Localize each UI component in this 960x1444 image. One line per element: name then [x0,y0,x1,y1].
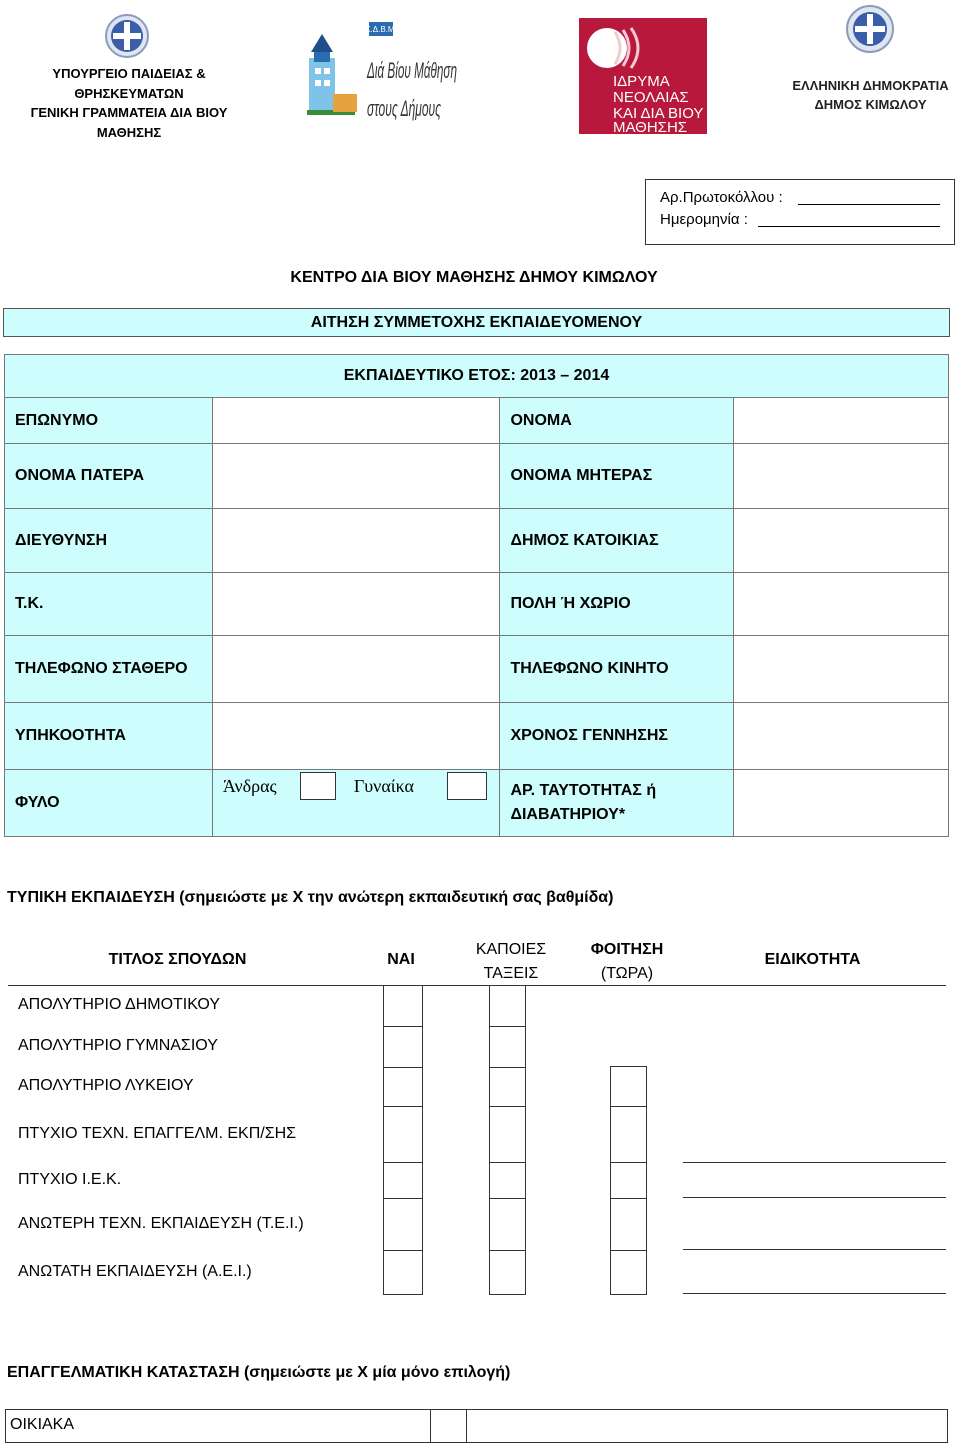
gender-label: ΦΥΛΟ [5,770,213,837]
id-number-label [500,770,734,837]
yes-checkbox-gymnasium[interactable] [383,1027,423,1067]
col-specialty-header: ΕΙΔΙΚΟΤΗΤΑ [764,951,861,968]
yes-checkbox-tei[interactable] [383,1199,423,1250]
specialty-field-technical[interactable] [683,1162,946,1163]
youth-line-2: ΝΕΟΛΑΙΑΣ [613,89,689,106]
ministry-line-3: ΓΕΝΙΚΗ ΓΡΑΜΜΑΤΕΙΑ ΔΙΑ ΒΙΟΥ [30,105,228,120]
col-some-line-2: ΤΑΞΕΙΣ [483,965,539,982]
col-yes-header: ΝΑΙ [387,951,415,968]
some-checkbox-aei[interactable] [489,1251,526,1295]
ministry-line-2: ΘΡΗΣΚΕΥΜΑΤΩΝ [74,85,184,101]
male-checkbox[interactable] [300,772,336,800]
specialty-field-iek[interactable] [683,1197,946,1198]
attending-checkbox-aei[interactable] [610,1251,647,1295]
protocol-number-field[interactable] [798,204,940,205]
yes-checkbox-technical[interactable] [383,1107,423,1162]
col-title-header: ΤΙΤΛΟΣ ΣΠΟΥΔΩΝ [108,951,247,968]
postcode-label: Τ.Κ. [5,573,213,636]
municipality-field[interactable] [734,509,949,573]
employment-option-household: ΟΙΚΙΑΚΑ [10,1416,75,1433]
edu-row-aei: ΑΝΩΤΑΤΗ ΕΚΠΑΙΔΕΥΣΗ (Α.Ε.Ι.) [18,1263,252,1280]
yes-checkbox-iek[interactable] [383,1163,423,1198]
personal-info-table [4,354,949,837]
name-field[interactable] [734,398,949,444]
education-heading: ΤΥΠΙΚΗ ΕΚΠΑΙΔΕΥΣΗ (σημειώστε με Χ την ανώτερη εκπαιδευτική σας βαθμίδα) [7,889,614,906]
male-label: Άνδρας [222,776,277,796]
employment-heading: ΕΠΑΓΓΕΛΜΑΤΙΚΗ ΚΑΤΑΣΤΑΣΗ (σημειώστε με Χ μία μόνο επιλογή) [7,1364,511,1381]
nationality-field[interactable] [212,703,500,770]
city-field[interactable] [734,573,949,636]
mother-name-label: ΟΝΟΜΑ ΜΗΤΕΡΑΣ [500,444,734,509]
name-label: ΟΝΟΜΑ [500,398,734,444]
some-checkbox-primary[interactable] [489,986,526,1026]
school-year: ΕΚΠΑΙΔΕΥΤΙΚΟ ΕΤΟΣ: 2013 – 2014 [5,355,949,398]
youth-line-3: ΚΑΙ ΔΙΑ ΒΙΟΥ [613,105,704,122]
attending-checkbox-technical[interactable] [610,1107,647,1162]
lifelong-text-2: στους Δήμους [367,96,442,121]
ministry-line-4: ΜΑΘΗΣΗΣ [96,124,162,140]
ministry-line-1: ΥΠΟΥΡΓΕΙΟ ΠΑΙΔΕΙΑΣ & [52,66,206,81]
city-label: ΠΟΛΗ Ή ΧΩΡΙΟ [500,573,734,636]
female-label: Γυναίκα [353,776,414,796]
some-checkbox-tei[interactable] [489,1199,526,1250]
greek-emblem-icon-left [104,13,150,59]
employment-checkbox-household[interactable] [431,1410,466,1443]
edu-row-iek: ΠΤΥΧΙΟ Ι.Ε.Κ. [18,1171,122,1188]
attending-checkbox-iek[interactable] [610,1163,647,1198]
edu-row-gymnasium: ΑΠΟΛΥΤΗΡΙΟ ΓΥΜΝΑΣΙΟΥ [18,1037,218,1054]
father-name-label: ΟΝΟΜΑ ΠΑΤΕΡΑ [5,444,213,509]
yes-checkbox-lyceum[interactable] [383,1068,423,1106]
kdvm-badge-text: Κ.Δ.Β.Μ. [365,25,397,34]
municipality-label: ΔΗΜΟΣ ΚΑΤΟΙΚΙΑΣ [500,509,734,573]
yes-checkbox-primary[interactable] [383,986,423,1026]
some-checkbox-lyceum[interactable] [489,1068,526,1106]
lifelong-learning-logo [305,20,460,132]
some-checkbox-gymnasium[interactable] [489,1027,526,1067]
birth-year-field[interactable] [734,703,949,770]
col-some-line-1: ΚΑΠΟΙΕΣ [475,941,547,958]
birth-year-label: ΧΡΟΝΟΣ ΓΕΝΝΗΣΗΣ [500,703,734,770]
mobile-field[interactable] [734,636,949,703]
address-label: ΔΙΕΥΘΥΝΣΗ [5,509,213,573]
protocol-box [645,179,955,245]
gender-options [212,770,500,837]
postcode-field[interactable] [212,573,500,636]
address-field[interactable] [212,509,500,573]
nationality-label: ΥΠΗΚΟΟΤΗΤΑ [5,703,213,770]
lifelong-text-1: Διά Βίου Μάθηση [366,58,457,83]
col-attending-line-1: ΦΟΙΤΗΣΗ [590,941,664,958]
id-number-label-line-2: ΔΙΑΒΑΤΗΡΙΟΥ* [510,806,626,823]
protocol-date-label: Ημερομηνία : [660,211,748,228]
father-name-field[interactable] [212,444,500,509]
attending-checkbox-lyceum[interactable] [610,1067,647,1106]
education-header-divider [8,985,946,986]
col-attending-header [576,938,678,986]
some-checkbox-technical[interactable] [489,1107,526,1162]
youth-line-1: ΙΔΡΥΜΑ [613,73,670,90]
landline-label: ΤΗΛΕΦΩΝΟ ΣΤΑΘΕΡΟ [5,636,213,703]
specialty-field-tei[interactable] [683,1249,946,1250]
republic-header [783,76,958,114]
edu-row-primary: ΑΠΟΛΥΤΗΡΙΟ ΔΗΜΟΤΙΚΟΥ [18,996,221,1013]
surname-field[interactable] [212,398,500,444]
col-some-header [466,938,556,986]
republic-line-1: ΕΛΛΗΝΙΚΗ ΔΗΜΟΚΡΑΤΙΑ [792,78,949,93]
landline-field[interactable] [212,636,500,703]
id-number-field[interactable] [734,770,949,837]
employment-divider [466,1409,467,1443]
ministry-header [20,64,238,142]
some-checkbox-iek[interactable] [489,1163,526,1198]
edu-row-lyceum: ΑΠΟΛΥΤΗΡΙΟ ΛΥΚΕΙΟΥ [18,1077,194,1094]
col-attending-line-2: (ΤΩΡΑ) [600,965,654,982]
specialty-field-aei[interactable] [683,1293,946,1294]
youth-line-4: ΜΑΘΗΣΗΣ [613,119,688,136]
employment-table [5,1409,948,1443]
mobile-label: ΤΗΛΕΦΩΝΟ ΚΙΝΗΤΟ [500,636,734,703]
attending-checkbox-tei[interactable] [610,1199,647,1250]
center-title: ΚΕΝΤΡΟ ΔΙΑ ΒΙΟΥ ΜΑΘΗΣΗΣ ΔΗΜΟΥ ΚΙΜΩΛΟΥ [290,269,658,286]
greek-emblem-icon-right [845,4,895,54]
republic-line-2: ΔΗΜΟΣ ΚΙΜΩΛΟΥ [814,97,927,112]
female-checkbox[interactable] [447,772,487,800]
id-number-label-line-1: ΑΡ. ΤΑΥΤΟΤΗΤΑΣ ή [510,782,657,799]
surname-label: ΕΠΩΝΥΜΟ [5,398,213,444]
edu-row-technical: ΠΤΥΧΙΟ ΤΕΧΝ. ΕΠΑΓΓΕΛΜ. ΕΚΠ/ΣΗΣ [18,1125,297,1142]
edu-row-tei: ΑΝΩΤΕΡΗ ΤΕΧΝ. ΕΚΠΑΙΔΕΥΣΗ (Τ.Ε.Ι.) [18,1215,304,1232]
protocol-date-field[interactable] [758,226,940,227]
protocol-number-label: Αρ.Πρωτοκόλλου : [660,189,783,206]
mother-name-field[interactable] [734,444,949,509]
youth-foundation-logo [579,18,707,134]
yes-checkbox-aei[interactable] [383,1251,423,1295]
form-title: ΑΙΤΗΣΗ ΣΥΜΜΕΤΟΧΗΣ ΕΚΠΑΙΔΕΥΟΜΕΝΟΥ [3,308,950,337]
